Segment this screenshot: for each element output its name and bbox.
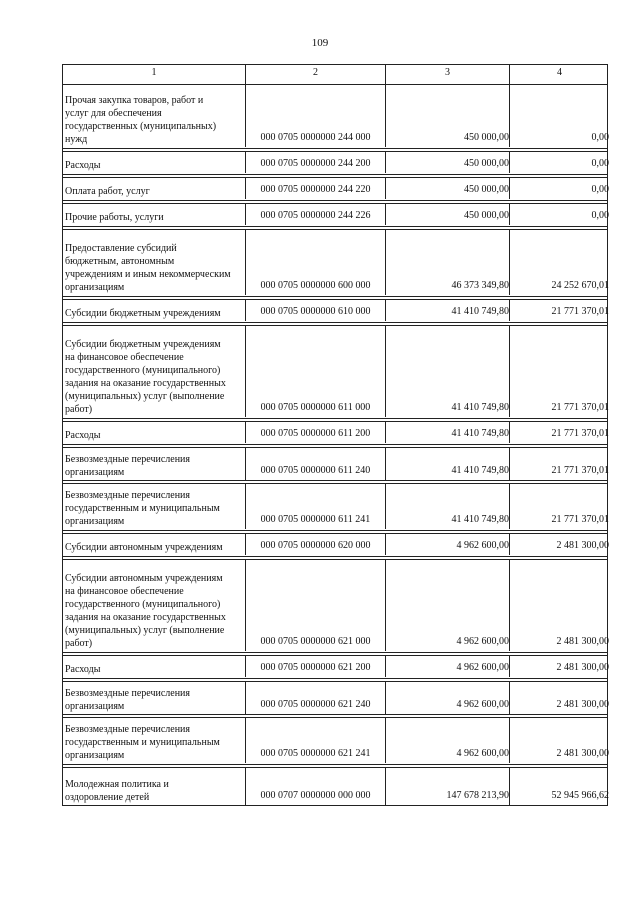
row-value-col4-cell xyxy=(509,152,609,173)
row-value-col3-cell xyxy=(385,422,509,443)
header-col-1: 1 xyxy=(151,67,157,78)
row-value-col3-text: 4 962 600,00 xyxy=(456,636,509,647)
row-value-col4-cell xyxy=(509,534,609,555)
row-code-text: 000 0707 0000000 000 000 xyxy=(260,790,371,801)
page-number: 109 xyxy=(311,37,329,49)
row-code-cell xyxy=(245,768,385,805)
row-code-text: 000 0705 0000000 600 000 xyxy=(260,280,371,291)
row-value-col3-text: 450 000,00 xyxy=(464,158,509,169)
table-row xyxy=(63,447,607,479)
row-value-col3-cell xyxy=(385,178,509,199)
row-code-cell xyxy=(245,656,385,677)
row-value-col4-text: 0,00 xyxy=(591,210,609,221)
row-name-text: Молодежная политика и оздоровление детей xyxy=(65,779,169,803)
row-value-col4-cell xyxy=(509,718,609,763)
row-code-text: 000 0705 0000000 621 200 xyxy=(260,662,371,673)
row-value-col4-text: 0,00 xyxy=(591,184,609,195)
table-row xyxy=(63,325,607,417)
row-value-col4-text: 24 252 670,01 xyxy=(551,280,609,291)
header-col-2: 2 xyxy=(245,65,385,84)
row-code-text: 000 0705 0000000 611 000 xyxy=(260,402,371,413)
row-value-col3-text: 4 962 600,00 xyxy=(456,748,509,759)
row-name-text: Субсидии автономным учреждениям на финансовое обеспечение государственного (муниципального) задания на оказание государственных (муниципальных) услуг (выполнение работ) xyxy=(65,573,226,649)
table-header-row xyxy=(63,65,607,85)
budget-table xyxy=(62,64,608,806)
row-value-col3-cell xyxy=(385,534,509,555)
row-name-cell xyxy=(63,300,245,321)
row-name-text: Прочие работы, услуги xyxy=(65,212,164,223)
row-value-col4-text: 21 771 370,01 xyxy=(551,428,609,439)
row-value-col3-text: 450 000,00 xyxy=(464,184,509,195)
row-value-col4-cell xyxy=(509,300,609,321)
row-name-text: Безвозмездные перечисления организациям xyxy=(65,454,190,478)
row-name-text: Субсидии бюджетным учреждениям на финансовое обеспечение государственного (муниципального) задания на оказание государственных (муниципальных) услуг (выполнение работ) xyxy=(65,339,226,415)
row-name-cell xyxy=(63,682,245,714)
row-value-col4-text: 52 945 966,62 xyxy=(551,790,609,801)
row-code-cell xyxy=(245,152,385,173)
row-value-col4-text: 2 481 300,00 xyxy=(556,748,609,759)
row-value-col3-cell xyxy=(385,656,509,677)
row-code-text: 000 0705 0000000 611 200 xyxy=(260,428,371,439)
row-value-col4-cell xyxy=(509,448,609,480)
row-name-text: Предоставление субсидий бюджетным, автономным учреждениям и иным некоммерческим организациям xyxy=(65,243,231,293)
table-row xyxy=(63,177,607,199)
table-row xyxy=(63,421,607,443)
row-value-col3-text: 41 410 749,80 xyxy=(451,514,509,525)
row-name-text: Безвозмездные перечисления государственным и муниципальным организациям xyxy=(65,724,220,761)
row-value-col3-text: 4 962 600,00 xyxy=(456,662,509,673)
table-row xyxy=(63,85,607,147)
row-code-text: 000 0705 0000000 620 000 xyxy=(260,540,371,551)
row-name-text: Оплата работ, услуг xyxy=(65,186,150,197)
row-name-cell xyxy=(63,718,245,763)
row-value-col4-text: 21 771 370,01 xyxy=(551,514,609,525)
row-code-cell xyxy=(245,534,385,555)
row-value-col3-cell xyxy=(385,326,509,417)
row-value-col3-cell xyxy=(385,204,509,225)
row-name-cell xyxy=(63,230,245,295)
row-value-col4-text: 21 771 370,01 xyxy=(551,465,609,476)
row-name-text: Расходы xyxy=(65,664,101,675)
table-row xyxy=(63,299,607,321)
table-row xyxy=(63,655,607,677)
row-value-col4-text: 0,00 xyxy=(591,132,609,143)
row-name-cell xyxy=(63,152,245,173)
row-value-col4-cell xyxy=(509,682,609,714)
row-value-col3-text: 41 410 749,80 xyxy=(451,465,509,476)
table-row xyxy=(63,203,607,225)
row-name-cell xyxy=(63,178,245,199)
row-value-col3-cell xyxy=(385,85,509,147)
row-code-text: 000 0705 0000000 244 000 xyxy=(260,132,371,143)
row-value-col3-text: 46 373 349,80 xyxy=(451,280,509,291)
row-name-cell xyxy=(63,448,245,480)
row-name-cell xyxy=(63,768,245,805)
row-value-col3-text: 41 410 749,80 xyxy=(451,306,509,317)
row-code-cell xyxy=(245,682,385,714)
table-row xyxy=(63,151,607,173)
table-row xyxy=(63,533,607,555)
row-code-text: 000 0705 0000000 621 000 xyxy=(260,636,371,647)
row-value-col4-cell xyxy=(509,326,609,417)
table-row xyxy=(63,483,607,529)
row-code-cell xyxy=(245,300,385,321)
row-name-text: Прочая закупка товаров, работ и услуг для обеспечения государственных (муниципальных) нужд xyxy=(65,95,217,145)
row-name-text: Субсидии автономным учреждениям xyxy=(65,542,223,553)
row-code-cell xyxy=(245,718,385,763)
row-name-cell xyxy=(63,656,245,677)
row-code-text: 000 0705 0000000 610 000 xyxy=(260,306,371,317)
row-code-text: 000 0705 0000000 244 200 xyxy=(260,158,371,169)
row-value-col3-cell xyxy=(385,718,509,763)
row-value-col4-text: 2 481 300,00 xyxy=(556,699,609,710)
row-code-cell xyxy=(245,85,385,147)
row-value-col4-text: 2 481 300,00 xyxy=(556,540,609,551)
row-value-col3-text: 41 410 749,80 xyxy=(451,428,509,439)
row-value-col4-cell xyxy=(509,422,609,443)
row-value-col4-cell xyxy=(509,204,609,225)
row-code-cell xyxy=(245,204,385,225)
row-name-cell xyxy=(63,326,245,417)
row-name-text: Безвозмездные перечисления государственным и муниципальным организациям xyxy=(65,490,220,527)
row-code-text: 000 0705 0000000 611 240 xyxy=(260,465,371,476)
row-code-text: 000 0705 0000000 244 220 xyxy=(260,184,371,195)
row-value-col3-text: 4 962 600,00 xyxy=(456,699,509,710)
row-value-col4-text: 0,00 xyxy=(591,158,609,169)
row-value-col3-cell xyxy=(385,448,509,480)
row-code-text: 000 0705 0000000 611 241 xyxy=(260,514,371,525)
row-code-cell xyxy=(245,484,385,529)
row-name-cell xyxy=(63,422,245,443)
row-name-cell xyxy=(63,534,245,555)
row-value-col4-cell xyxy=(509,560,609,651)
row-value-col3-cell xyxy=(385,560,509,651)
table-row xyxy=(63,717,607,763)
row-name-cell xyxy=(63,204,245,225)
row-value-col4-text: 21 771 370,01 xyxy=(551,306,609,317)
row-value-col4-cell xyxy=(509,85,609,147)
table-body xyxy=(63,85,607,805)
row-value-col4-cell xyxy=(509,230,609,295)
row-value-col3-cell xyxy=(385,152,509,173)
header-col-3: 3 xyxy=(385,65,509,84)
header-col-4: 4 xyxy=(509,65,609,84)
row-name-cell xyxy=(63,85,245,147)
row-code-text: 000 0705 0000000 244 226 xyxy=(260,210,371,221)
row-value-col4-text: 2 481 300,00 xyxy=(556,636,609,647)
row-value-col4-cell xyxy=(509,656,609,677)
table-row xyxy=(63,767,607,805)
row-value-col3-cell xyxy=(385,300,509,321)
row-value-col3-cell xyxy=(385,484,509,529)
row-name-text: Расходы xyxy=(65,160,101,171)
row-code-cell xyxy=(245,448,385,480)
row-value-col4-text: 2 481 300,00 xyxy=(556,662,609,673)
row-value-col3-text: 147 678 213,90 xyxy=(446,790,509,801)
row-name-text: Расходы xyxy=(65,430,101,441)
row-code-cell xyxy=(245,178,385,199)
row-value-col3-cell xyxy=(385,768,509,805)
row-code-text: 000 0705 0000000 621 241 xyxy=(260,748,371,759)
row-value-col3-cell xyxy=(385,230,509,295)
row-value-col3-text: 450 000,00 xyxy=(464,132,509,143)
row-value-col4-text: 21 771 370,01 xyxy=(551,402,609,413)
row-code-text: 000 0705 0000000 621 240 xyxy=(260,699,371,710)
row-value-col4-cell xyxy=(509,484,609,529)
table-row xyxy=(63,229,607,295)
row-name-cell xyxy=(63,484,245,529)
row-code-cell xyxy=(245,560,385,651)
table-row xyxy=(63,559,607,651)
row-value-col4-cell xyxy=(509,768,609,805)
row-code-cell xyxy=(245,422,385,443)
row-name-text: Безвозмездные перечисления организациям xyxy=(65,688,190,712)
row-name-text: Субсидии бюджетным учреждениям xyxy=(65,308,221,319)
row-value-col3-text: 41 410 749,80 xyxy=(451,402,509,413)
row-value-col4-cell xyxy=(509,178,609,199)
row-value-col3-text: 4 962 600,00 xyxy=(456,540,509,551)
row-value-col3-text: 450 000,00 xyxy=(464,210,509,221)
table-row xyxy=(63,681,607,713)
row-value-col3-cell xyxy=(385,682,509,714)
row-name-cell xyxy=(63,560,245,651)
row-code-cell xyxy=(245,230,385,295)
row-code-cell xyxy=(245,326,385,417)
